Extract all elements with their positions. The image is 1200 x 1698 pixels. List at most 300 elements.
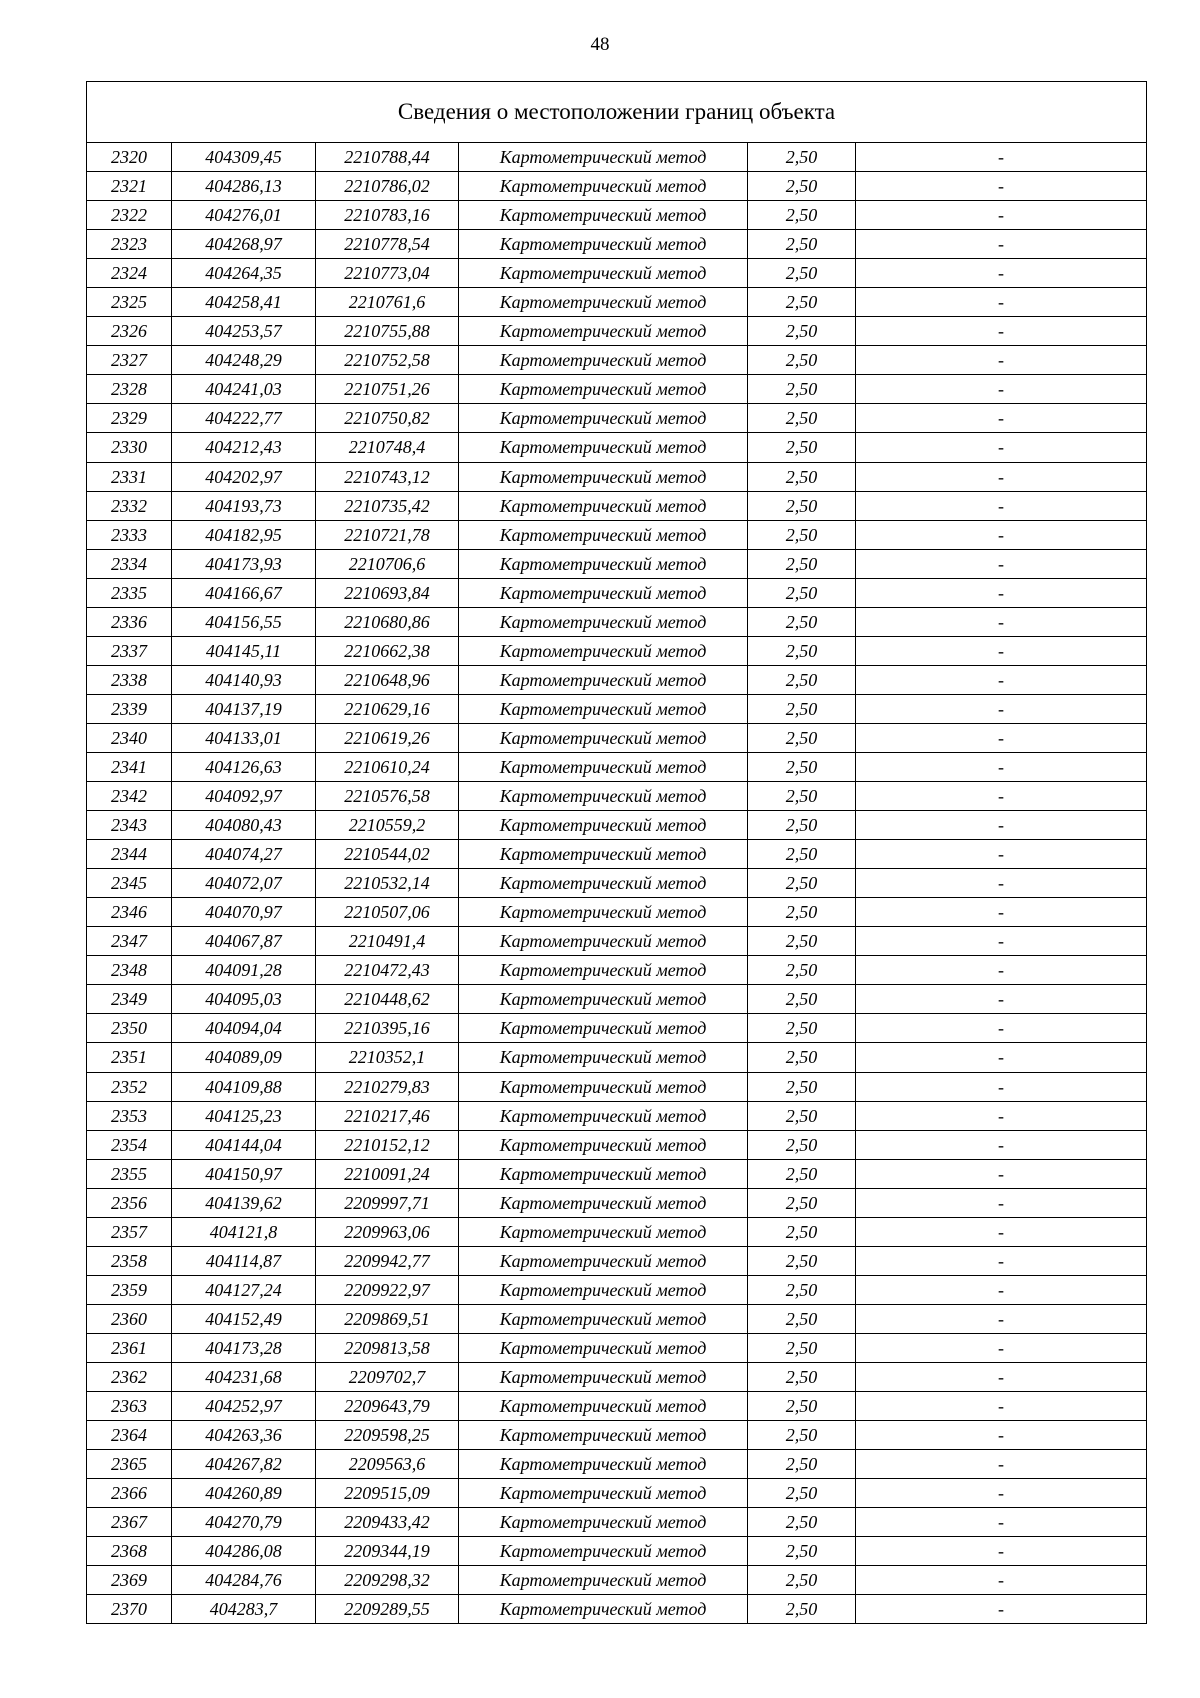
accuracy-cell: 2,50 (748, 259, 856, 288)
accuracy-cell: 2,50 (748, 404, 856, 433)
table-row (87, 1479, 1147, 1508)
method-cell: Картометрический метод (459, 404, 748, 433)
point-number-cell: 2367 (87, 1508, 172, 1537)
description-cell: - (856, 549, 1147, 578)
description-cell: - (856, 1101, 1147, 1130)
method-cell: Картометрический метод (459, 840, 748, 869)
accuracy-cell: 2,50 (748, 143, 856, 172)
method-cell: Картометрический метод (459, 1159, 748, 1188)
table-row (87, 1014, 1147, 1043)
y-coordinate-cell: 2210773,04 (316, 259, 459, 288)
table-row (87, 1101, 1147, 1130)
table-title-row (87, 82, 1147, 143)
point-number-cell: 2354 (87, 1130, 172, 1159)
accuracy-cell: 2,50 (748, 665, 856, 694)
description-cell: - (856, 811, 1147, 840)
method-cell: Картометрический метод (459, 956, 748, 985)
description-cell: - (856, 1333, 1147, 1362)
accuracy-cell: 2,50 (748, 1188, 856, 1217)
x-coordinate-cell: 404166,67 (172, 578, 316, 607)
point-number-cell: 2321 (87, 172, 172, 201)
x-coordinate-cell: 404309,45 (172, 143, 316, 172)
table-row (87, 1595, 1147, 1624)
y-coordinate-cell: 2210507,06 (316, 898, 459, 927)
accuracy-cell: 2,50 (748, 956, 856, 985)
accuracy-cell: 2,50 (748, 1508, 856, 1537)
point-number-cell: 2326 (87, 317, 172, 346)
table-row (87, 723, 1147, 752)
accuracy-cell: 2,50 (748, 898, 856, 927)
y-coordinate-cell: 2210491,4 (316, 927, 459, 956)
point-number-cell: 2340 (87, 723, 172, 752)
accuracy-cell: 2,50 (748, 1217, 856, 1246)
table-row (87, 1537, 1147, 1566)
method-cell: Картометрический метод (459, 1246, 748, 1275)
table-row (87, 840, 1147, 869)
y-coordinate-cell: 2209963,06 (316, 1217, 459, 1246)
description-cell: - (856, 723, 1147, 752)
point-number-cell: 2323 (87, 230, 172, 259)
point-number-cell: 2362 (87, 1362, 172, 1391)
description-cell: - (856, 462, 1147, 491)
table-row (87, 869, 1147, 898)
accuracy-cell: 2,50 (748, 346, 856, 375)
x-coordinate-cell: 404241,03 (172, 375, 316, 404)
point-number-cell: 2351 (87, 1043, 172, 1072)
point-number-cell: 2353 (87, 1101, 172, 1130)
table-row (87, 665, 1147, 694)
y-coordinate-cell: 2210279,83 (316, 1072, 459, 1101)
method-cell: Картометрический метод (459, 1479, 748, 1508)
table-row (87, 549, 1147, 578)
table-row (87, 1217, 1147, 1246)
table-title: Сведения о местоположении границ объекта (87, 82, 1147, 143)
description-cell: - (856, 172, 1147, 201)
accuracy-cell: 2,50 (748, 491, 856, 520)
description-cell: - (856, 1130, 1147, 1159)
method-cell: Картометрический метод (459, 346, 748, 375)
description-cell: - (856, 1072, 1147, 1101)
accuracy-cell: 2,50 (748, 927, 856, 956)
accuracy-cell: 2,50 (748, 375, 856, 404)
x-coordinate-cell: 404139,62 (172, 1188, 316, 1217)
accuracy-cell: 2,50 (748, 1246, 856, 1275)
accuracy-cell: 2,50 (748, 288, 856, 317)
accuracy-cell: 2,50 (748, 752, 856, 781)
point-number-cell: 2357 (87, 1217, 172, 1246)
description-cell: - (856, 346, 1147, 375)
point-number-cell: 2344 (87, 840, 172, 869)
method-cell: Картометрический метод (459, 520, 748, 549)
method-cell: Картометрический метод (459, 1450, 748, 1479)
method-cell: Картометрический метод (459, 869, 748, 898)
accuracy-cell: 2,50 (748, 1595, 856, 1624)
x-coordinate-cell: 404253,57 (172, 317, 316, 346)
accuracy-cell: 2,50 (748, 578, 856, 607)
x-coordinate-cell: 404072,07 (172, 869, 316, 898)
x-coordinate-cell: 404212,43 (172, 433, 316, 462)
y-coordinate-cell: 2210395,16 (316, 1014, 459, 1043)
point-number-cell: 2370 (87, 1595, 172, 1624)
table-row (87, 1392, 1147, 1421)
point-number-cell: 2335 (87, 578, 172, 607)
point-number-cell: 2356 (87, 1188, 172, 1217)
method-cell: Картометрический метод (459, 1043, 748, 1072)
table-row (87, 288, 1147, 317)
y-coordinate-cell: 2210629,16 (316, 694, 459, 723)
y-coordinate-cell: 2210544,02 (316, 840, 459, 869)
method-cell: Картометрический метод (459, 1130, 748, 1159)
point-number-cell: 2363 (87, 1392, 172, 1421)
accuracy-cell: 2,50 (748, 1566, 856, 1595)
y-coordinate-cell: 2209813,58 (316, 1333, 459, 1362)
method-cell: Картометрический метод (459, 578, 748, 607)
x-coordinate-cell: 404264,35 (172, 259, 316, 288)
description-cell: - (856, 1450, 1147, 1479)
method-cell: Картометрический метод (459, 752, 748, 781)
x-coordinate-cell: 404156,55 (172, 607, 316, 636)
x-coordinate-cell: 404231,68 (172, 1362, 316, 1391)
x-coordinate-cell: 404202,97 (172, 462, 316, 491)
description-cell: - (856, 1392, 1147, 1421)
description-cell: - (856, 433, 1147, 462)
accuracy-cell: 2,50 (748, 201, 856, 230)
accuracy-cell: 2,50 (748, 1450, 856, 1479)
y-coordinate-cell: 2209563,6 (316, 1450, 459, 1479)
x-coordinate-cell: 404125,23 (172, 1101, 316, 1130)
y-coordinate-cell: 2210751,26 (316, 375, 459, 404)
x-coordinate-cell: 404074,27 (172, 840, 316, 869)
table-row (87, 491, 1147, 520)
table-row (87, 1304, 1147, 1333)
accuracy-cell: 2,50 (748, 462, 856, 491)
table-row (87, 1450, 1147, 1479)
accuracy-cell: 2,50 (748, 1421, 856, 1450)
table-row (87, 1566, 1147, 1595)
method-cell: Картометрический метод (459, 1333, 748, 1362)
accuracy-cell: 2,50 (748, 694, 856, 723)
y-coordinate-cell: 2210532,14 (316, 869, 459, 898)
point-number-cell: 2320 (87, 143, 172, 172)
y-coordinate-cell: 2209942,77 (316, 1246, 459, 1275)
y-coordinate-cell: 2210648,96 (316, 665, 459, 694)
method-cell: Картометрический метод (459, 927, 748, 956)
table-row (87, 230, 1147, 259)
table-row (87, 1275, 1147, 1304)
table-row (87, 404, 1147, 433)
y-coordinate-cell: 2209298,32 (316, 1566, 459, 1595)
description-cell: - (856, 636, 1147, 665)
y-coordinate-cell: 2209289,55 (316, 1595, 459, 1624)
description-cell: - (856, 1304, 1147, 1333)
point-number-cell: 2358 (87, 1246, 172, 1275)
page-number: 48 (590, 34, 610, 55)
accuracy-cell: 2,50 (748, 607, 856, 636)
method-cell: Картометрический метод (459, 433, 748, 462)
method-cell: Картометрический метод (459, 1537, 748, 1566)
description-cell: - (856, 375, 1147, 404)
table-body (87, 143, 1147, 1624)
description-cell: - (856, 1246, 1147, 1275)
table-row (87, 1508, 1147, 1537)
x-coordinate-cell: 404267,82 (172, 1450, 316, 1479)
table-row (87, 172, 1147, 201)
table-row (87, 578, 1147, 607)
point-number-cell: 2333 (87, 520, 172, 549)
table-row (87, 1072, 1147, 1101)
x-coordinate-cell: 404173,93 (172, 549, 316, 578)
method-cell: Картометрический метод (459, 1566, 748, 1595)
table-row (87, 1362, 1147, 1391)
method-cell: Картометрический метод (459, 1072, 748, 1101)
y-coordinate-cell: 2210786,02 (316, 172, 459, 201)
point-number-cell: 2331 (87, 462, 172, 491)
point-number-cell: 2328 (87, 375, 172, 404)
x-coordinate-cell: 404067,87 (172, 927, 316, 956)
x-coordinate-cell: 404095,03 (172, 985, 316, 1014)
x-coordinate-cell: 404270,79 (172, 1508, 316, 1537)
accuracy-cell: 2,50 (748, 1159, 856, 1188)
x-coordinate-cell: 404144,04 (172, 1130, 316, 1159)
y-coordinate-cell: 2210619,26 (316, 723, 459, 752)
y-coordinate-cell: 2209922,97 (316, 1275, 459, 1304)
table-row (87, 1246, 1147, 1275)
x-coordinate-cell: 404276,01 (172, 201, 316, 230)
description-cell: - (856, 1188, 1147, 1217)
description-cell: - (856, 404, 1147, 433)
accuracy-cell: 2,50 (748, 1101, 856, 1130)
point-number-cell: 2366 (87, 1479, 172, 1508)
description-cell: - (856, 1043, 1147, 1072)
x-coordinate-cell: 404263,36 (172, 1421, 316, 1450)
method-cell: Картометрический метод (459, 259, 748, 288)
point-number-cell: 2350 (87, 1014, 172, 1043)
y-coordinate-cell: 2209433,42 (316, 1508, 459, 1537)
description-cell: - (856, 491, 1147, 520)
x-coordinate-cell: 404140,93 (172, 665, 316, 694)
x-coordinate-cell: 404258,41 (172, 288, 316, 317)
x-coordinate-cell: 404222,77 (172, 404, 316, 433)
method-cell: Картометрический метод (459, 1101, 748, 1130)
x-coordinate-cell: 404137,19 (172, 694, 316, 723)
accuracy-cell: 2,50 (748, 520, 856, 549)
accuracy-cell: 2,50 (748, 782, 856, 811)
method-cell: Картометрический метод (459, 172, 748, 201)
y-coordinate-cell: 2210152,12 (316, 1130, 459, 1159)
x-coordinate-cell: 404089,09 (172, 1043, 316, 1072)
point-number-cell: 2342 (87, 782, 172, 811)
description-cell: - (856, 520, 1147, 549)
table-row (87, 346, 1147, 375)
point-number-cell: 2346 (87, 898, 172, 927)
description-cell: - (856, 1362, 1147, 1391)
point-number-cell: 2347 (87, 927, 172, 956)
point-number-cell: 2365 (87, 1450, 172, 1479)
table-row (87, 259, 1147, 288)
table-row (87, 985, 1147, 1014)
method-cell: Картометрический метод (459, 665, 748, 694)
x-coordinate-cell: 404133,01 (172, 723, 316, 752)
point-number-cell: 2324 (87, 259, 172, 288)
method-cell: Картометрический метод (459, 1508, 748, 1537)
point-number-cell: 2360 (87, 1304, 172, 1333)
y-coordinate-cell: 2210693,84 (316, 578, 459, 607)
method-cell: Картометрический метод (459, 1362, 748, 1391)
description-cell: - (856, 898, 1147, 927)
method-cell: Картометрический метод (459, 1392, 748, 1421)
point-number-cell: 2322 (87, 201, 172, 230)
table-row (87, 694, 1147, 723)
y-coordinate-cell: 2210721,78 (316, 520, 459, 549)
description-cell: - (856, 840, 1147, 869)
accuracy-cell: 2,50 (748, 723, 856, 752)
point-number-cell: 2341 (87, 752, 172, 781)
y-coordinate-cell: 2210706,6 (316, 549, 459, 578)
accuracy-cell: 2,50 (748, 1072, 856, 1101)
description-cell: - (856, 927, 1147, 956)
accuracy-cell: 2,50 (748, 1130, 856, 1159)
y-coordinate-cell: 2210448,62 (316, 985, 459, 1014)
y-coordinate-cell: 2210472,43 (316, 956, 459, 985)
x-coordinate-cell: 404252,97 (172, 1392, 316, 1421)
point-number-cell: 2364 (87, 1421, 172, 1450)
x-coordinate-cell: 404145,11 (172, 636, 316, 665)
table-row (87, 1130, 1147, 1159)
x-coordinate-cell: 404173,28 (172, 1333, 316, 1362)
accuracy-cell: 2,50 (748, 840, 856, 869)
method-cell: Картометрический метод (459, 462, 748, 491)
table-row (87, 1159, 1147, 1188)
x-coordinate-cell: 404268,97 (172, 230, 316, 259)
description-cell: - (856, 752, 1147, 781)
x-coordinate-cell: 404126,63 (172, 752, 316, 781)
description-cell: - (856, 1421, 1147, 1450)
table-row (87, 1421, 1147, 1450)
y-coordinate-cell: 2210750,82 (316, 404, 459, 433)
accuracy-cell: 2,50 (748, 869, 856, 898)
method-cell: Картометрический метод (459, 1217, 748, 1246)
method-cell: Картометрический метод (459, 230, 748, 259)
description-cell: - (856, 1479, 1147, 1508)
x-coordinate-cell: 404284,76 (172, 1566, 316, 1595)
point-number-cell: 2327 (87, 346, 172, 375)
method-cell: Картометрический метод (459, 694, 748, 723)
y-coordinate-cell: 2210783,16 (316, 201, 459, 230)
point-number-cell: 2368 (87, 1537, 172, 1566)
point-number-cell: 2349 (87, 985, 172, 1014)
x-coordinate-cell: 404070,97 (172, 898, 316, 927)
x-coordinate-cell: 404193,73 (172, 491, 316, 520)
table-row (87, 636, 1147, 665)
method-cell: Картометрический метод (459, 1421, 748, 1450)
y-coordinate-cell: 2210761,6 (316, 288, 459, 317)
accuracy-cell: 2,50 (748, 230, 856, 259)
x-coordinate-cell: 404152,49 (172, 1304, 316, 1333)
accuracy-cell: 2,50 (748, 1304, 856, 1333)
description-cell: - (856, 956, 1147, 985)
method-cell: Картометрический метод (459, 201, 748, 230)
method-cell: Картометрический метод (459, 288, 748, 317)
accuracy-cell: 2,50 (748, 1362, 856, 1391)
description-cell: - (856, 665, 1147, 694)
table-row (87, 375, 1147, 404)
method-cell: Картометрический метод (459, 985, 748, 1014)
point-number-cell: 2369 (87, 1566, 172, 1595)
point-number-cell: 2343 (87, 811, 172, 840)
method-cell: Картометрический метод (459, 143, 748, 172)
table-row (87, 782, 1147, 811)
y-coordinate-cell: 2210788,44 (316, 143, 459, 172)
description-cell: - (856, 201, 1147, 230)
y-coordinate-cell: 2210755,88 (316, 317, 459, 346)
accuracy-cell: 2,50 (748, 636, 856, 665)
x-coordinate-cell: 404094,04 (172, 1014, 316, 1043)
x-coordinate-cell: 404121,8 (172, 1217, 316, 1246)
table-row (87, 317, 1147, 346)
point-number-cell: 2336 (87, 607, 172, 636)
method-cell: Картометрический метод (459, 1014, 748, 1043)
boundary-coordinates-table (86, 81, 1147, 1624)
point-number-cell: 2334 (87, 549, 172, 578)
y-coordinate-cell: 2210217,46 (316, 1101, 459, 1130)
x-coordinate-cell: 404286,08 (172, 1537, 316, 1566)
table-row (87, 607, 1147, 636)
method-cell: Картометрический метод (459, 1275, 748, 1304)
description-cell: - (856, 1508, 1147, 1537)
y-coordinate-cell: 2209997,71 (316, 1188, 459, 1217)
x-coordinate-cell: 404150,97 (172, 1159, 316, 1188)
accuracy-cell: 2,50 (748, 1333, 856, 1362)
table-row (87, 927, 1147, 956)
y-coordinate-cell: 2209702,7 (316, 1362, 459, 1391)
y-coordinate-cell: 2209344,19 (316, 1537, 459, 1566)
table-row (87, 143, 1147, 172)
description-cell: - (856, 782, 1147, 811)
description-cell: - (856, 1275, 1147, 1304)
description-cell: - (856, 230, 1147, 259)
accuracy-cell: 2,50 (748, 1392, 856, 1421)
y-coordinate-cell: 2210559,2 (316, 811, 459, 840)
description-cell: - (856, 1217, 1147, 1246)
point-number-cell: 2330 (87, 433, 172, 462)
description-cell: - (856, 985, 1147, 1014)
table-row (87, 898, 1147, 927)
y-coordinate-cell: 2210576,58 (316, 782, 459, 811)
y-coordinate-cell: 2209643,79 (316, 1392, 459, 1421)
point-number-cell: 2338 (87, 665, 172, 694)
table-row (87, 1188, 1147, 1217)
point-number-cell: 2345 (87, 869, 172, 898)
description-cell: - (856, 578, 1147, 607)
point-number-cell: 2329 (87, 404, 172, 433)
accuracy-cell: 2,50 (748, 1275, 856, 1304)
y-coordinate-cell: 2209598,25 (316, 1421, 459, 1450)
accuracy-cell: 2,50 (748, 1014, 856, 1043)
method-cell: Картометрический метод (459, 782, 748, 811)
x-coordinate-cell: 404182,95 (172, 520, 316, 549)
description-cell: - (856, 143, 1147, 172)
y-coordinate-cell: 2210778,54 (316, 230, 459, 259)
point-number-cell: 2337 (87, 636, 172, 665)
table-row (87, 462, 1147, 491)
description-cell: - (856, 694, 1147, 723)
method-cell: Картометрический метод (459, 1595, 748, 1624)
description-cell: - (856, 288, 1147, 317)
description-cell: - (856, 1595, 1147, 1624)
description-cell: - (856, 1159, 1147, 1188)
method-cell: Картометрический метод (459, 723, 748, 752)
description-cell: - (856, 317, 1147, 346)
